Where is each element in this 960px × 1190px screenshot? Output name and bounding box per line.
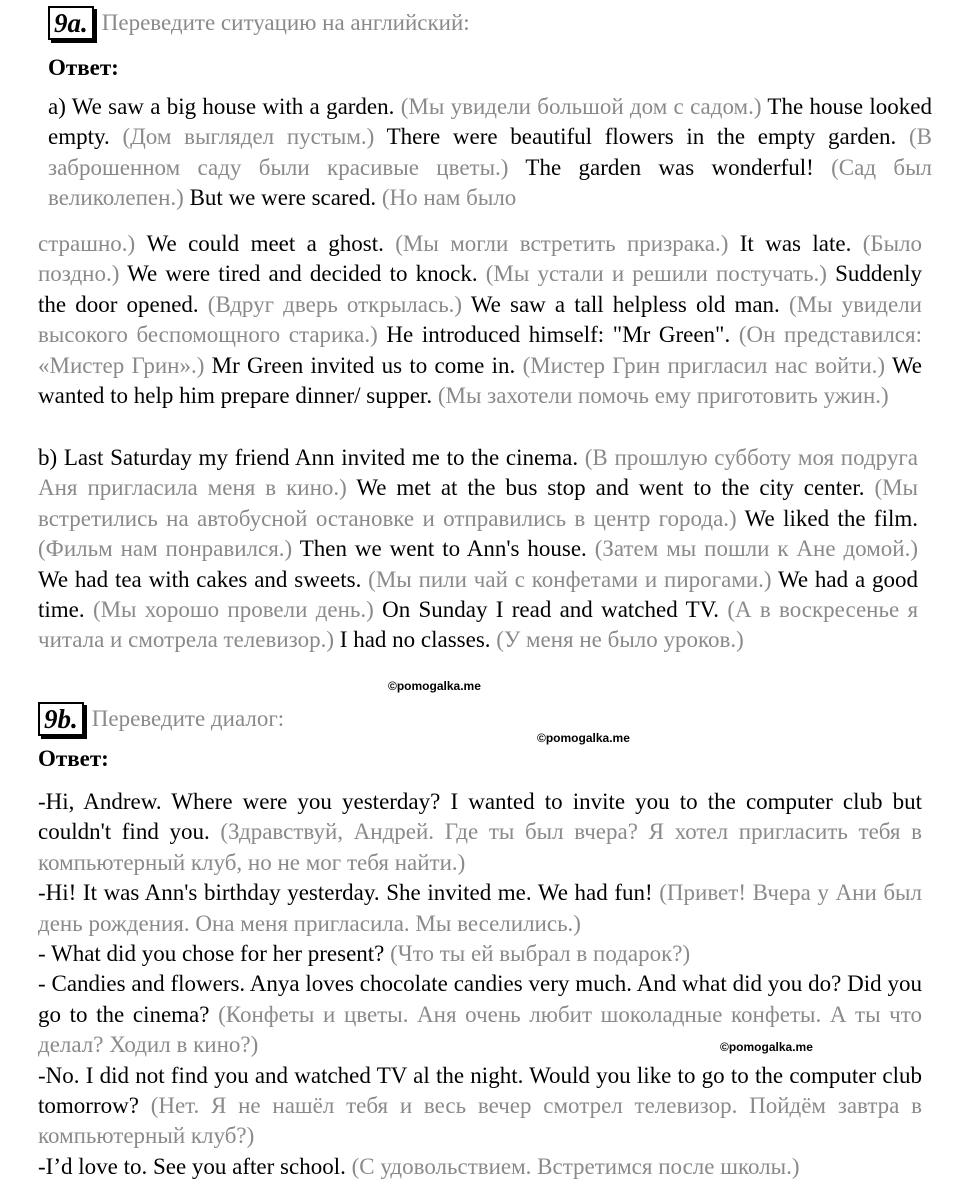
sentence-english: The garden was wonderful! — [525, 154, 814, 180]
task-9a-paragraph-3 — [38, 443, 918, 656]
sentence-english: He introduced himself: "Mr Green". — [386, 322, 731, 348]
dialogue-line-english: - Candies and flowers. Anya loves chocolate candies very much. And what did you do? Did you go to the cinema? — [38, 971, 922, 1027]
dialogue-line-russian: (Привет! Вчера у Ани был день рождения. Она меня пригласила. Мы веселились.) — [38, 880, 922, 936]
sentence-russian: (Сад был великолепен.) — [48, 154, 933, 211]
sentence-russian: (Он представился: «Мистер Грин».) — [38, 322, 922, 378]
sentence-russian: (Мы захотели помочь ему приготовить ужин.) — [437, 383, 889, 409]
sentence-russian: страшно.) — [38, 231, 136, 256]
task-9b-dialogue — [38, 787, 922, 1182]
sentence-english: It was late. — [739, 231, 852, 256]
sentence-english: On Sunday I read and watched TV. — [382, 597, 720, 623]
task-9a-instruction: Переведите ситуацию на английский: — [101, 10, 470, 35]
task-9b-instruction: Переведите диалог: — [91, 706, 285, 731]
sentence-russian: (А в воскресенье я читала и смотрела телевизор.) — [38, 597, 919, 653]
task-9b-answer-label: Ответ: — [38, 746, 109, 771]
task-9a-answer-label: Ответ: — [48, 55, 119, 80]
dialogue-line-english: -No. I did not find you and watched TV al the night. Would you like to go to the computer club tomorrow? — [38, 1062, 922, 1119]
task-9a-paragraph-2 — [38, 229, 922, 411]
dialogue-line-russian: (С удовольствием. Встретимся после школы.) — [351, 1153, 800, 1179]
dialogue-line-english: -I’d love to. See you after school. — [38, 1153, 346, 1179]
sentence-english: b) Last Saturday my friend Ann invited me to the cinema. — [38, 445, 579, 470]
dialogue-line-russian: (Конфеты и цветы. Аня очень любит шоколадные конфеты. А ты что делал? Ходил в кино?) — [38, 1001, 923, 1058]
sentence-russian: (Мы могли встретить призрака.) — [395, 231, 729, 256]
sentence-russian: (У меня не было уроков.) — [496, 627, 744, 653]
sentence-english: Then we went to Ann's house. — [299, 536, 587, 562]
sentence-english: Mr Green invited us to come in. — [211, 352, 516, 378]
sentence-russian: (Мы хорошо провели день.) — [92, 597, 374, 623]
sentence-russian: (В заброшенном саду были красивые цветы.) — [48, 124, 933, 180]
dialogue-line-russian: (Нет. Я не нашёл тебя и весь вечер смотрел телевизор. Пойдём завтра в компьютерный клуб?) — [38, 1093, 923, 1149]
sentence-russian: (Мы устали и решили постучать.) — [485, 261, 827, 287]
sentence-english: There were beautiful flowers in the empty garden. — [386, 124, 897, 150]
task-9a-paragraph-1 — [48, 92, 932, 214]
dialogue-line-russian: (Здравствуй, Андрей. Где ты был вчера? Я хотел пригласить тебя в компьютерный клуб, но не мог тебя найти.) — [38, 819, 923, 875]
watermark: ©pomogalka.me — [388, 679, 481, 693]
sentence-russian: (Фильм нам понравился.) — [38, 536, 293, 562]
task-9a-number: 9a. — [48, 6, 94, 40]
dialogue-line-english: -Hi, Andrew. Where were you yesterday? I wanted to invite you to the computer club but couldn't find you. — [38, 789, 922, 845]
watermark: ©pomogalka.me — [720, 1040, 813, 1054]
sentence-english: We liked the film. — [744, 505, 918, 531]
sentence-russian: (Затем мы пошли к Ане домой.) — [594, 536, 919, 562]
sentence-russian: (Было поздно.) — [38, 231, 923, 287]
sentence-russian: (В прошлую субботу моя подруга Аня пригласила меня в кино.) — [38, 445, 918, 501]
sentence-english: We met at the bus stop and went to the city center. — [356, 475, 865, 501]
sentence-english: We had a good time. — [38, 566, 919, 623]
sentence-english: We could meet a ghost. — [146, 231, 384, 256]
task-9b-number: 9b. — [38, 702, 84, 736]
sentence-english: The house looked empty. — [48, 94, 933, 150]
dialogue-line-russian: (Что ты ей выбрал в подарок?) — [390, 941, 691, 967]
task-9b-header — [38, 702, 284, 736]
sentence-russian: (Вдруг дверь открылась.) — [207, 291, 463, 317]
sentence-russian: (Мы увидели высокого беспомощного старика.) — [38, 291, 922, 348]
task-9a-header — [48, 6, 470, 40]
sentence-russian: (Дом выглядел пустым.) — [122, 124, 375, 150]
watermark: ©pomogalka.me — [537, 731, 630, 745]
sentence-english: We saw a tall helpless old man. — [470, 291, 780, 317]
sentence-english: Suddenly the door opened. — [38, 261, 922, 317]
sentence-english: a) We saw a big house with a garden. — [48, 94, 395, 119]
dialogue-line-english: -Hi! It was Ann's birthday yesterday. She invited me. We had fun! — [38, 880, 653, 906]
sentence-english: We were tired and decided to knock. — [127, 261, 478, 287]
sentence-english: We had tea with cakes and sweets. — [38, 566, 362, 592]
sentence-russian: (Мы пили чай с конфетами и пирогами.) — [368, 566, 772, 592]
sentence-russian: (Мистер Грин пригласил нас войти.) — [522, 352, 886, 378]
sentence-english: We wanted to help him prepare dinner/ supper. — [38, 352, 923, 409]
sentence-russian: (Мы увидели большой дом с садом.) — [400, 94, 762, 119]
sentence-english: I had no classes. — [339, 627, 491, 653]
sentence-russian: (Мы встретились на автобусной остановке и отправились в центр города.) — [38, 475, 919, 531]
dialogue-line-english: - What did you chose for her present? — [38, 941, 385, 967]
sentence-english: But we were scared. — [189, 185, 377, 211]
sentence-russian: (Но нам было — [381, 185, 517, 211]
